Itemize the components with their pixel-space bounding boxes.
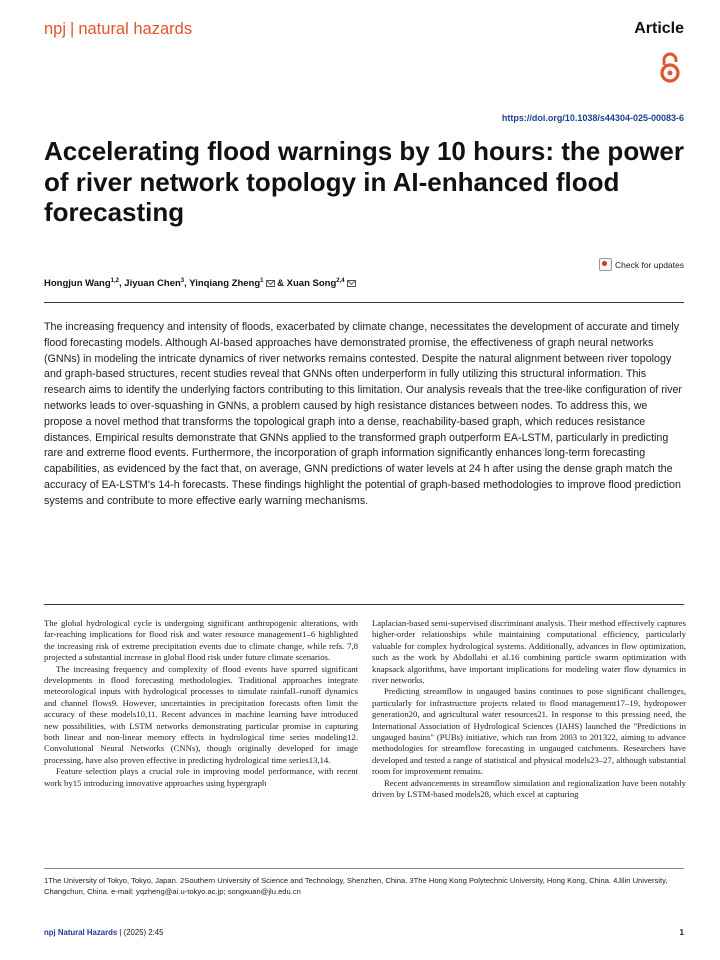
paragraph: Feature selection plays a crucial role in improving model performance, with recent work by15 introducing innovative approaches using hypergraph — [44, 766, 358, 788]
author-affiliation: 1 — [260, 278, 264, 284]
paragraph: Laplacian-based semi-supervised discriminant analysis. Their method effectively captures higher-order relationships while maintaining computational efficiency, particularly valuable for complex hydrological systems. Additionally, advances in flow optimization, such as the work by Abdollahi et al.16 combining particle swarm optimization with knapsack algorithms, have important implications for modeling water flow dynamics in river networks. — [372, 618, 686, 686]
divider — [44, 302, 684, 303]
author-affiliation: 1,2 — [110, 278, 120, 284]
affiliations: 1The University of Tokyo, Tokyo, Japan. 2Southern University of Science and Technology, Shenzhen, China. 3The Hong Kong Polytechnic University, Hong Kong, China. 4Jilin University, Changchun, China. e-mail: yqzheng@ai.u-tokyo.ac.jp; songxuan@jlu.edu.cn — [44, 876, 668, 896]
article-title: Accelerating flood warnings by 10 hours: the power of river network topology in AI-enhanced flood forecasting — [44, 136, 684, 227]
journal-prefix: npj — [44, 20, 67, 38]
mail-icon[interactable] — [347, 280, 356, 287]
footer-journal: npj Natural Hazards — [44, 928, 118, 937]
check-for-updates[interactable] — [599, 258, 684, 271]
divider — [44, 604, 684, 605]
author-name[interactable]: Jiyuan Chen — [124, 278, 181, 290]
doi-link[interactable]: https://doi.org/10.1038/s44304-025-00083-6 — [501, 113, 684, 123]
check-for-updates-label: Check for updates — [615, 259, 684, 270]
journal-name: natural hazards — [78, 20, 193, 38]
check-for-updates-icon — [599, 258, 612, 271]
journal-separator: | — [70, 20, 75, 38]
author-separator: , — [184, 278, 190, 290]
author-name[interactable]: Xuan Song — [286, 278, 337, 290]
paragraph: Recent advancements in streamflow simulation and regionalization have been notably driven by LSTM-based models28, which excel at capturing — [372, 777, 686, 800]
open-access-icon — [658, 52, 682, 84]
author-separator: , — [119, 278, 125, 290]
author-name[interactable]: Hongjun Wang — [44, 278, 111, 290]
article-type: Article — [634, 20, 684, 37]
paragraph: The increasing frequency and complexity of flood events have spurred significant developments in flood forecasting methodologies. Traditional approaches integrate meteorological inputs with hydrological processes to simulate rainfall–runoff dynamics and channel flows9. However, uncertainties in precipitation forecasts often limit the accuracy of these models10,11. Recent advances in machine learning have introduced new possibilities, with LSTM networks demonstrating particular promise in capturing both linear and non-linear memory effects in hydrological time series modeling12. Convolutional Neural Networks (CNNs), though originally developed for image processing, have also proven effective in predicting hydrological time series13,14. — [44, 663, 358, 765]
abstract: The increasing frequency and intensity of floods, exacerbated by climate change, necessitates the development of accurate and timely flood forecasting models. Although AI-based approaches have demonstrated promise, the effectiveness of graph neural networks (GNNs) in modeling the intricate dynamics of river networks remains contested. Despite the natural alignment between river topology and graph-based structures, recent studies reveal that GNNs often underperform in fully utilizing this structural information. This research aims to identify the underlying factors contributing to this limitation. Our analysis reveals that the tree-like configuration of river networks leads to over-squashing in GNNs, a problem caused by high resistance distances between nodes. To address this, we propose a novel method that transforms the topological graph into a dense, reachability-based graph, which reduces resistance distances. Empirical results demonstrate that GNNs applied to the transformed graph outperform EA-LSTM, particularly in predicting rare and extreme flood events. Furthermore, the incorporation of graph information significantly enhances long-term forecasting capabilities, as evidenced by the fact that, on average, GNN predictions of water levels at 24 h after using the dense graph match the accuracy of EA-LSTM's 14-h forecasts. These findings highlight the potential of graph-based methodologies to improve flood prediction systems and contribute to more effective early warning mechanisms. — [44, 321, 682, 507]
journal-header — [44, 20, 192, 39]
mail-icon[interactable] — [266, 280, 275, 287]
author-affiliation: 3 — [180, 278, 185, 284]
footer-citation — [44, 928, 163, 937]
body-column-right — [372, 618, 686, 801]
paragraph: Predicting streamflow in ungauged basins continues to pose significant challenges, particularly for infrastructure projects related to flood management17–19, hydropower generation20, and agricultural water resources21. In response to this pressing need, the International Association of Hydrological Sciences (IAHS) launched the "Predictions in ungauged basins" (PUBs) initiative, which ran from 2003 to 201322, aiming to advance methodologies for streamflow forecasting in ungauged catchments. Researchers have developed and tested a range of statistical and physical models23–27, although substantial room for improvement remains. — [372, 686, 686, 777]
author-name[interactable]: Yinqiang Zheng — [189, 278, 261, 290]
body-column-left — [44, 618, 358, 789]
author-separator: & — [274, 278, 287, 290]
page-number: 1 — [679, 928, 684, 937]
author-list — [44, 278, 356, 289]
paragraph: The global hydrological cycle is undergoing significant anthropogenic alterations, with far-reaching implications for flood risk and water resource management1–6 highlighted the increasing risk of extreme precipitation events due to climate change, while refs. 7,8 projected a substantial increase in global flood risk under future climate scenarios. — [44, 618, 358, 663]
divider — [44, 868, 684, 869]
footer-volume: | (2025) 2:45 — [119, 928, 164, 937]
author-affiliation: 2,4 — [336, 278, 345, 284]
